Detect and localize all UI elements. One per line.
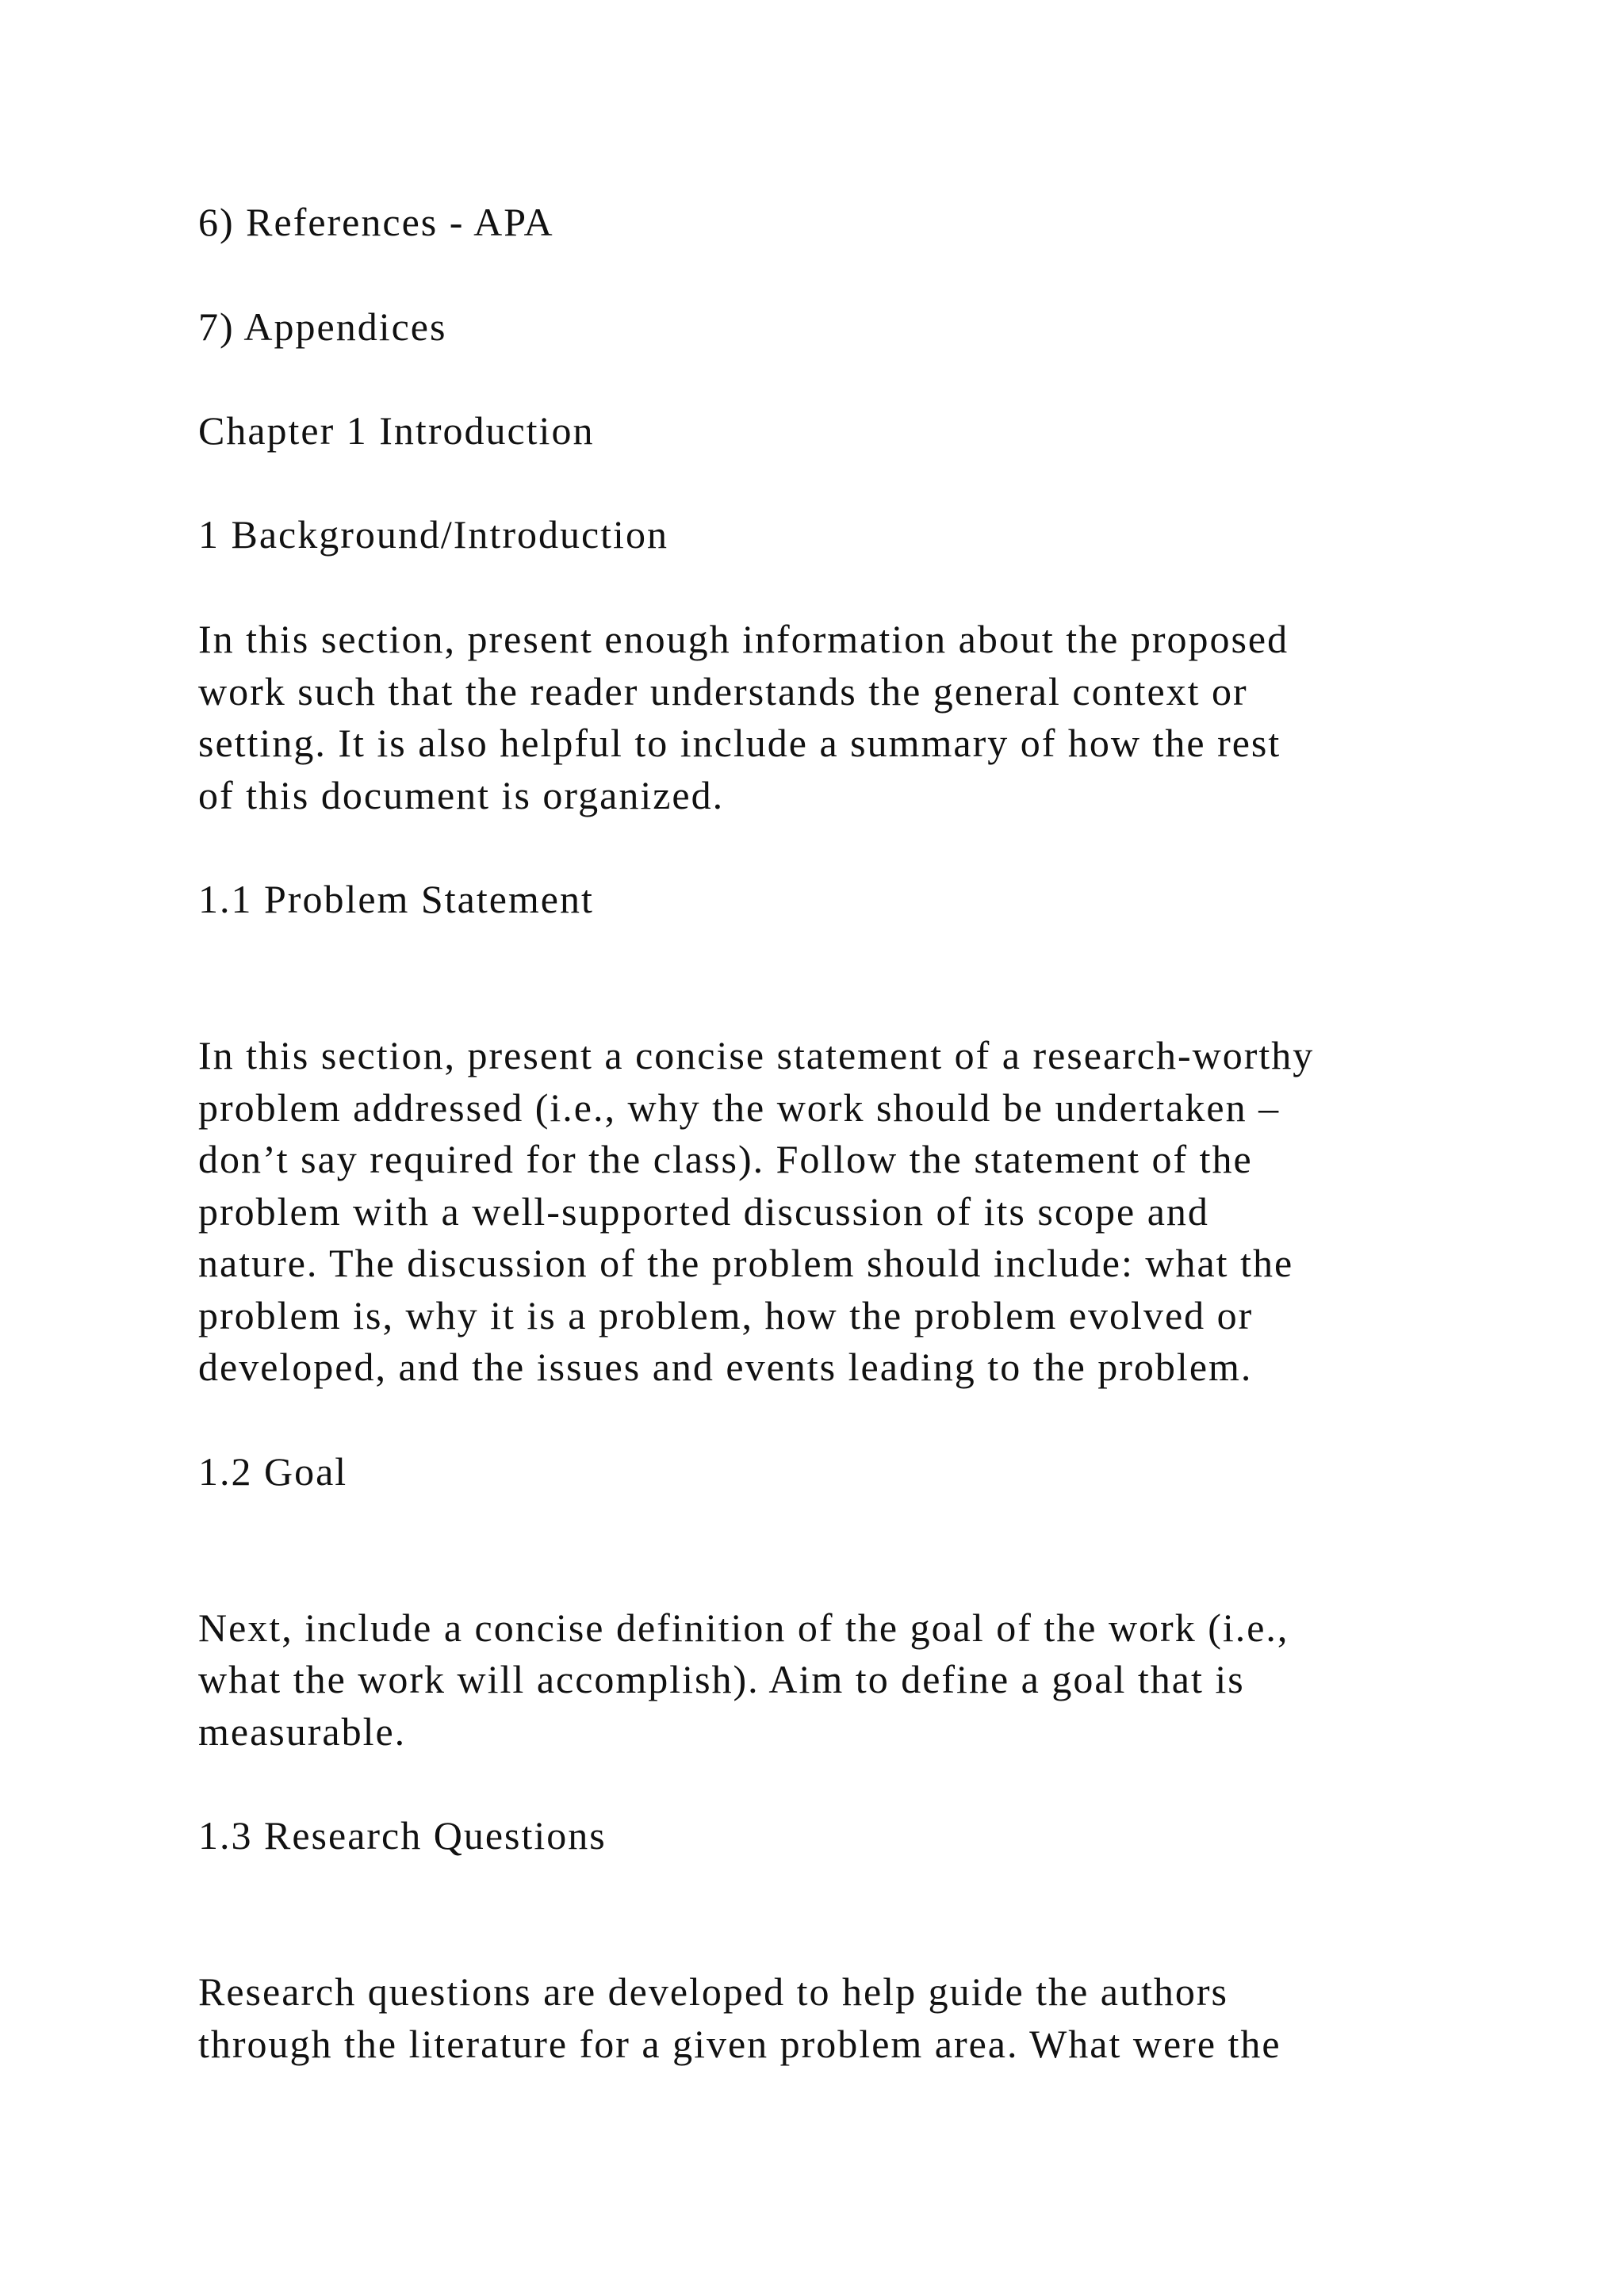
paragraph-research-line: through the literature for a given problem area. What were the — [198, 2022, 1281, 2066]
paragraph-problem-line: In this section, present a concise statement of a research-worthy — [198, 1033, 1315, 1077]
section-heading-goal: 1.2 Goal — [198, 1449, 348, 1494]
paragraph-background-line: In this section, present enough information about the proposed — [198, 617, 1289, 661]
section-heading-problem-statement: 1.1 Problem Statement — [198, 877, 594, 921]
paragraph-problem-line: problem is, why it is a problem, how the problem evolved or — [198, 1293, 1254, 1337]
paragraph-problem-line: problem with a well-supported discussion of its scope and — [198, 1189, 1209, 1234]
paragraph-research-line: Research questions are developed to help guide the authors — [198, 1969, 1228, 2014]
paragraph-background-line: setting. It is also helpful to include a summary of how the rest — [198, 721, 1281, 765]
paragraph-problem-line: don’t say required for the class). Follow the statement of the — [198, 1137, 1253, 1181]
paragraph-goal-line: Next, include a concise definition of the goal of the work (i.e., — [198, 1605, 1289, 1650]
chapter-heading: Chapter 1 Introduction — [198, 408, 595, 453]
toc-item-references: 6) References - APA — [198, 200, 554, 244]
paragraph-background-line: of this document is organized. — [198, 773, 725, 817]
toc-item-appendices: 7) Appendices — [198, 304, 447, 349]
paragraph-problem-line: developed, and the issues and events leading to the problem. — [198, 1345, 1253, 1389]
paragraph-problem-line: nature. The discussion of the problem should include: what the — [198, 1241, 1294, 1285]
paragraph-background-line: work such that the reader understands the general context or — [198, 669, 1248, 714]
section-heading-background: 1 Background/Introduction — [198, 512, 668, 557]
paragraph-goal-line: what the work will accomplish). Aim to define a goal that is — [198, 1657, 1245, 1701]
paragraph-goal-line: measurable. — [198, 1709, 407, 1754]
section-heading-research-questions: 1.3 Research Questions — [198, 1813, 607, 1858]
paragraph-problem-line: problem addressed (i.e., why the work should be undertaken – — [198, 1085, 1281, 1130]
